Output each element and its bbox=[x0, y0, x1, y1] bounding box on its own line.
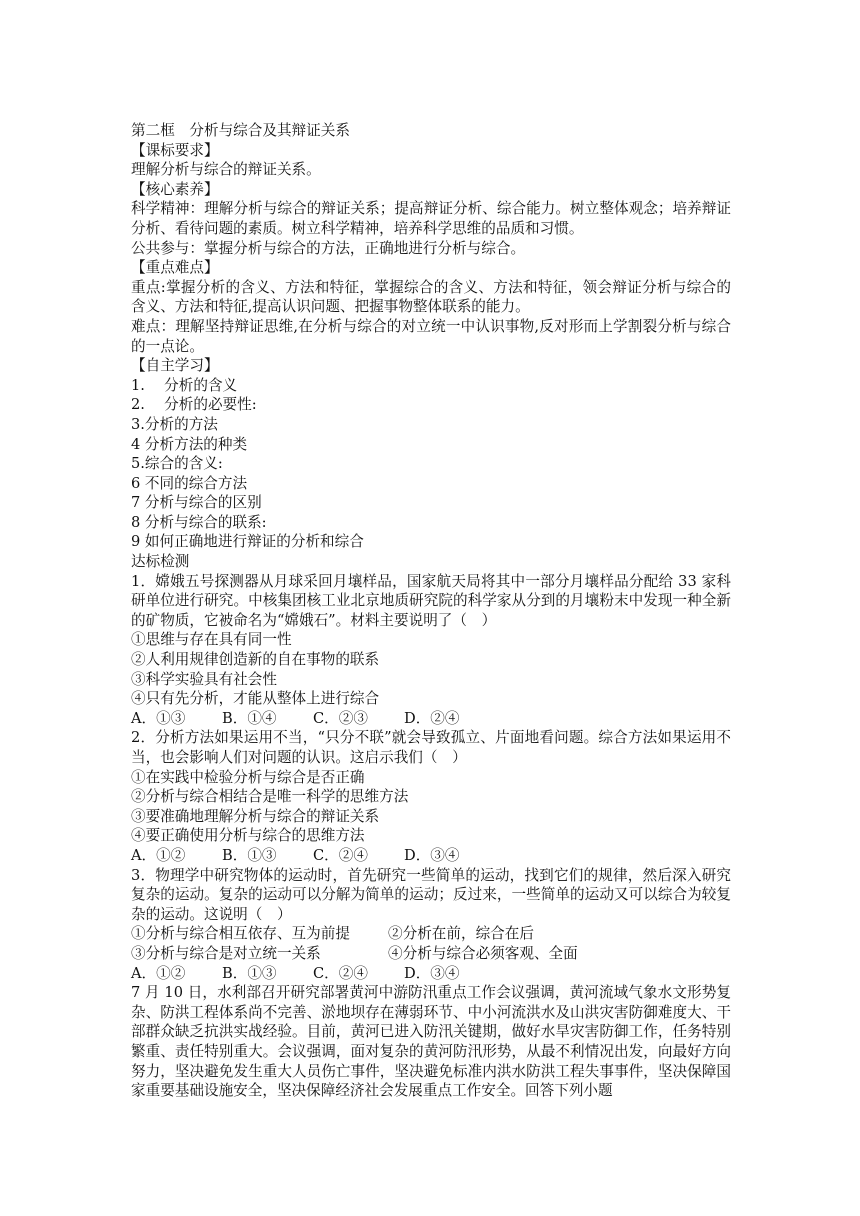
list-item: 2. 分析的必要性: bbox=[131, 396, 257, 414]
section-heading-zhongdian: 【重点难点】 bbox=[131, 259, 219, 277]
question-2-stem: 2．分析方法如果运用不当，“只分不联”就会导致孤立、片面地看问题。综合方法如果运用不当，也会影响人们对问题的认识。这启示我们（ ） bbox=[131, 729, 731, 766]
question-3-stem: 3．物理学中研究物体的运动时，首先研究一些简单的运动，找到它们的规律，然后深入研究复杂的运动。复杂的运动可以分解为简单的运动；反过来，一些简单的运动又可以综合为较复杂的运动。这说明（ ） bbox=[131, 866, 731, 923]
section-heading-hexin: 【核心素养】 bbox=[131, 180, 219, 198]
option-c: C．②④ bbox=[313, 964, 368, 982]
question-2-statement: ①在实践中检验分析与综合是否正确 bbox=[131, 768, 365, 786]
kebiao-text: 理解分析与综合的辩证关系。 bbox=[131, 161, 321, 179]
reading-passage: 7 月 10 日，水利部召开研究部署黄河中游防汛重点工作会议强调，黄河流域气象水文形势复杂、防洪工程体系尚不完善、淤地坝存在薄弱环节、中小河流洪水及山洪灾害防御难度大、干部群众缺乏抗洪实战经验。目前，黄河已进入防汛关键期，做好水旱灾害防御工作，任务特别繁重、责任特别重大。会议强调，面对复杂的黄河防汛形势，从最不利情况出发，向最好方向努力，坚决避免发生重大人员伤亡事件，坚决避免标准内洪水防洪工程失事事件，坚决保障国家重要基础设施安全，坚决保障经济社会发展重点工作安全。回答下列小题 bbox=[131, 984, 731, 1100]
question-1-statement: ④只有先分析，才能从整体上进行综合 bbox=[131, 690, 380, 708]
option-d: D．②④ bbox=[404, 709, 460, 727]
list-item: 9 如何正确地进行辩证的分析和综合 bbox=[131, 533, 364, 551]
option-b: B．①③ bbox=[222, 964, 277, 982]
question-3-options bbox=[131, 964, 731, 984]
hexin-line-1: 科学精神：理解分析与综合的辩证关系；提高辩证分析、综合能力。树立整体观念；培养辩证分析、看待问题的素质。树立科学精神，培养科学思维的品质和习惯。 bbox=[131, 200, 731, 237]
section-heading-zizhu: 【自主学习】 bbox=[131, 357, 219, 375]
option-b: B．①③ bbox=[222, 846, 277, 864]
question-1-statement: ①思维与存在具有同一性 bbox=[131, 631, 292, 649]
question-3-statement: ③分析与综合是对立统一关系 bbox=[131, 944, 321, 962]
option-d: D．③④ bbox=[404, 964, 460, 982]
option-a: A．①③ bbox=[131, 709, 186, 727]
question-3-statement: ①分析与综合相互依存、互为前提 bbox=[131, 925, 350, 943]
list-item: 1. 分析的含义 bbox=[131, 376, 238, 394]
question-3-statement-row bbox=[131, 944, 731, 964]
question-2-options bbox=[131, 846, 731, 866]
option-c: C．②④ bbox=[313, 846, 368, 864]
question-1-statement: ②人利用规律创造新的自在事物的联系 bbox=[131, 651, 380, 669]
document-body bbox=[131, 121, 731, 1101]
list-item: 4 分析方法的种类 bbox=[131, 435, 248, 453]
section-heading-dabiao: 达标检测 bbox=[131, 553, 190, 571]
page-title: 第二框 分析与综合及其辩证关系 bbox=[131, 122, 350, 139]
question-1-stem: 1．嫦娥五号探测器从月球采回月壤样品，国家航天局将其中一部分月壤样品分配给 33 家科研单位进行研究。中核集团核工业北京地质研究院的科学家从分到的月壤粉末中发现一种全新的矿物质，它被命名为“嫦娥石”。材料主要说明了（ ） bbox=[131, 572, 731, 629]
question-2-statement: ②分析与综合相结合是唯一科学的思维方法 bbox=[131, 788, 409, 806]
question-3-statement: ④分析与综合必须客观、全面 bbox=[388, 944, 578, 962]
option-a: A．①② bbox=[131, 964, 186, 982]
question-3-statement: ②分析在前，综合在后 bbox=[388, 925, 534, 943]
question-2-statement: ④要正确使用分析与综合的思维方法 bbox=[131, 827, 365, 845]
option-a: A．①② bbox=[131, 846, 186, 864]
key-points: 重点:掌握分析的含义、方法和特征，掌握综合的含义、方法和特征，领会辩证分析与综合的含义、方法和特征,提高认识问题、把握事物整体联系的能力。 bbox=[131, 278, 731, 316]
question-2-statement: ③要准确地理解分析与综合的辩证关系 bbox=[131, 807, 380, 825]
hexin-line-2: 公共参与：掌握分析与综合的方法，正确地进行分析与综合。 bbox=[131, 239, 526, 257]
section-heading-kebiao: 【课标要求】 bbox=[131, 141, 219, 159]
question-1-options bbox=[131, 709, 731, 729]
list-item: 7 分析与综合的区别 bbox=[131, 494, 262, 512]
question-3-statement-row bbox=[131, 924, 731, 944]
difficult-points: 难点：理解坚持辩证思维,在分析与综合的对立统一中认识事物,反对形而上学割裂分析与综合的一点论。 bbox=[131, 317, 731, 355]
option-d: D．③④ bbox=[404, 846, 460, 864]
list-item: 6 不同的综合方法 bbox=[131, 474, 248, 492]
list-item: 3.分析的方法 bbox=[131, 415, 218, 433]
list-item: 5.综合的含义: bbox=[131, 455, 223, 473]
question-1-statement: ③科学实验具有社会性 bbox=[131, 670, 277, 688]
option-c: C．②③ bbox=[313, 709, 368, 727]
option-b: B．①④ bbox=[222, 709, 277, 727]
list-item: 8 分析与综合的联系: bbox=[131, 513, 267, 531]
